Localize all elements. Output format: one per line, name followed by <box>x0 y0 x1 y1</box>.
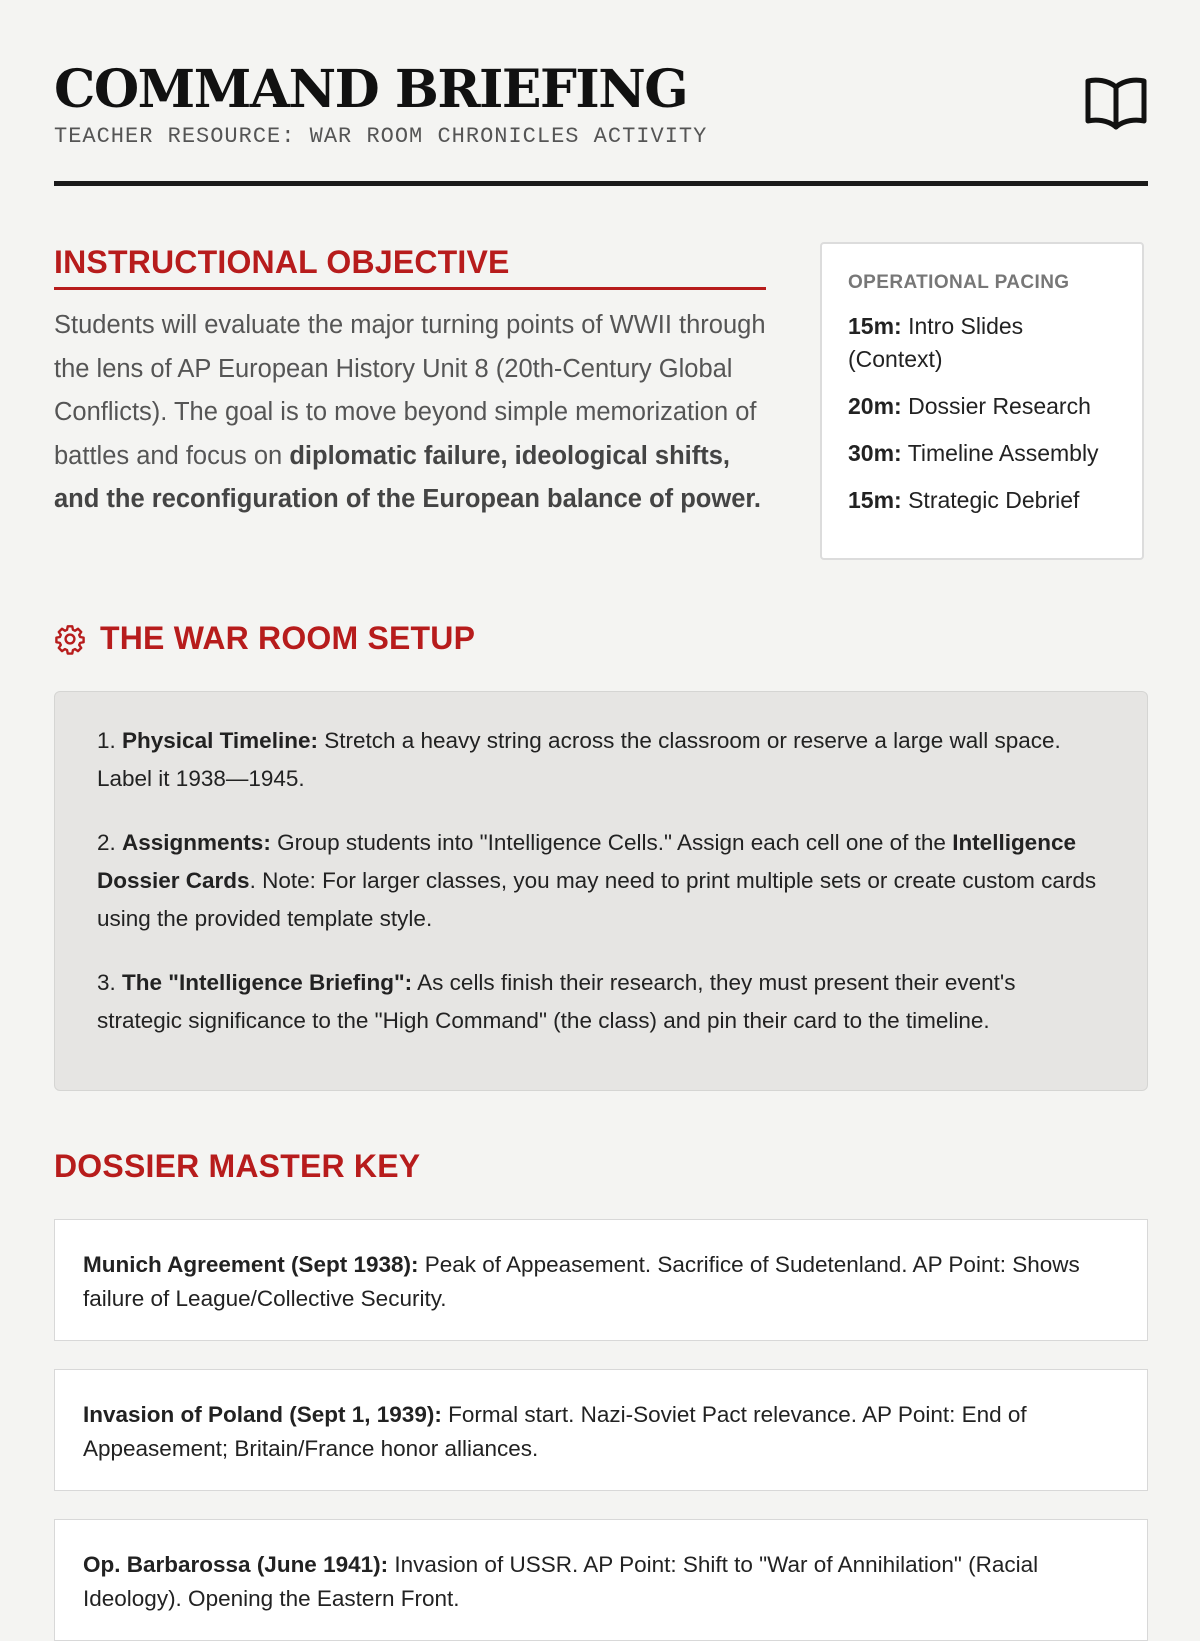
page-subtitle: TEACHER RESOURCE: WAR ROOM CHRONICLES ACTIVITY <box>54 124 708 149</box>
dossier-text: Formal start. Nazi-Soviet Pact relevance. AP Point: End of Appeasement; Britain/France honor alliances. <box>83 1402 1027 1461</box>
dossier-title: Op. Barbarossa (June 1941): <box>83 1552 389 1577</box>
step-number: 2. <box>97 830 116 855</box>
objective-text <box>54 304 766 522</box>
pacing-label: Timeline Assembly <box>907 440 1099 466</box>
step-number: 3. <box>97 970 116 995</box>
dossier-card <box>54 1219 1148 1341</box>
setup-step <box>97 722 1105 798</box>
step-title: The "Intelligence Briefing": <box>122 970 413 995</box>
objective-heading: INSTRUCTIONAL OBJECTIVE <box>54 244 766 290</box>
objective-emphasis: diplomatic failure, ideological shifts, and the reconfiguration of the European balance of power. <box>54 441 761 513</box>
dossier-title: Invasion of Poland (Sept 1, 1939): <box>83 1402 442 1427</box>
dossier-title: Munich Agreement (Sept 1938): <box>83 1252 419 1277</box>
pacing-panel <box>820 242 1144 560</box>
dossier-text: Invasion of USSR. AP Point: Shift to "War of Annihilation" (Racial Ideology). Opening the Eastern Front. <box>83 1552 1039 1611</box>
pacing-item <box>848 390 1116 423</box>
setup-heading-row <box>54 620 475 657</box>
page-title: COMMAND BRIEFING <box>54 59 688 120</box>
pacing-label: Intro Slides (Context) <box>848 313 1024 372</box>
pacing-item <box>848 310 1116 376</box>
setup-heading: THE WAR ROOM SETUP <box>100 620 476 656</box>
pacing-item <box>848 484 1116 517</box>
gear-icon <box>54 623 86 655</box>
step-number: 1. <box>97 728 116 753</box>
setup-step <box>97 824 1105 938</box>
objective-body: Students will evaluate the major turning points of WWII through the lens of AP European History Unit 8 (20th-Century Global Conflicts). The goal is to move beyond simple memorization of battles and focus on <box>54 311 766 470</box>
pacing-label: Strategic Debrief <box>908 487 1080 513</box>
setup-step <box>97 964 1105 1040</box>
setup-instructions <box>54 691 1148 1091</box>
dossier-key-heading: DOSSIER MASTER KEY <box>54 1148 421 1184</box>
dossier-card <box>54 1369 1148 1491</box>
step-title: Assignments: <box>122 830 271 855</box>
pacing-time: 30m: <box>848 440 902 466</box>
page-header <box>54 56 1148 186</box>
book-open-icon <box>1084 73 1148 133</box>
step-text: As cells finish their research, they must present their event's strategic significance to the "High Command" (the class) and pin their card to the timeline. <box>97 970 1016 1033</box>
objective-section <box>54 244 766 547</box>
pacing-heading: OPERATIONAL PACING <box>848 272 1070 293</box>
header-divider <box>54 181 1148 186</box>
step-text: . Note: For larger classes, you may need to print multiple sets or create custom cards using the provided template style. <box>97 868 1097 931</box>
dossier-text: Peak of Appeasement. Sacrifice of Sudetenland. AP Point: Shows failure of League/Collective Security. <box>83 1252 1080 1311</box>
step-emphasis: Intelligence Dossier Cards <box>97 830 1076 893</box>
step-text: Stretch a heavy string across the classroom or reserve a large wall space. Label it 1938—1945. <box>97 728 1061 791</box>
pacing-item <box>848 437 1116 470</box>
step-title: Physical Timeline: <box>122 728 318 753</box>
pacing-time: 20m: <box>848 393 902 419</box>
pacing-time: 15m: <box>848 487 902 513</box>
pacing-time: 15m: <box>848 313 902 339</box>
step-text: Group students into "Intelligence Cells." Assign each cell one of the <box>270 830 953 855</box>
dossier-card <box>54 1519 1148 1641</box>
pacing-label: Dossier Research <box>908 393 1091 419</box>
